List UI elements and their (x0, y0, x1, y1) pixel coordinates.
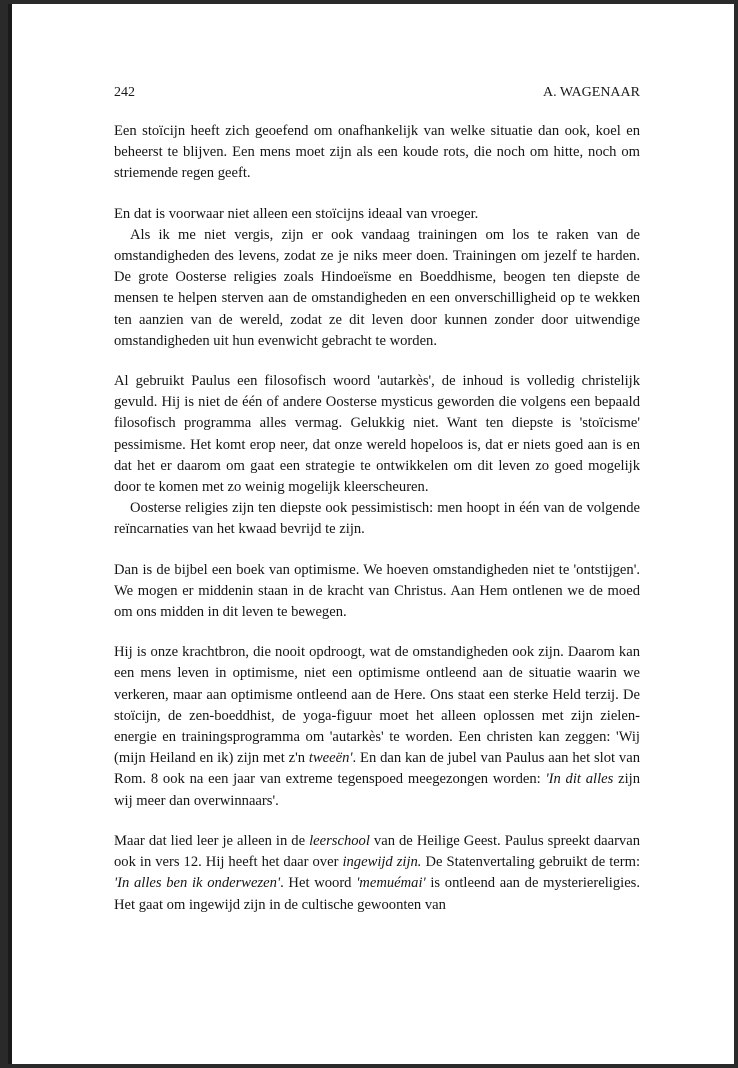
text-run: van de Heilige Geest. Paulus spreekt daarvan ook in vers 12. Hij heeft het daar over (114, 832, 640, 871)
paragraph: Oosterse religies zijn ten diepste ook pessimistisch: men hoopt in één van de volgende reïncarnaties van het kwaad bevrijd te zijn. (114, 500, 640, 538)
italic-run: 'In dit alles (545, 771, 614, 788)
text-run: De Statenvertaling gebruikt de term: (421, 854, 640, 871)
running-head: A. WAGENAAR (543, 85, 640, 100)
text-run: . En dan kan de jubel van Paulus aan het slot van Rom. 8 ook na een jaar van extreme tegenspoed meegezongen worden: (114, 750, 640, 788)
paragraph: Als ik me niet vergis, zijn er ook vandaag trainingen om los te raken van de omstandigheden des levens, zodat ze je niks meer doen. Trainingen om jezelf te harden. De grote Oosterse religies zoals Hindoeïsme en Boeddhisme, beogen ten diepste de mensen te helpen sterven aan de omstandigheden en een onverschilligheid op te wekken ten aanzien van de wereld, zodat ze dit leven door kunnen zonder door uitwendige omstandigheden uit hun evenwicht gebracht te worden. (114, 226, 640, 349)
italic-run: 'In alles ben ik onderwezen' (114, 875, 281, 892)
text-run: . Het woord (280, 875, 357, 892)
paragraph: En dat is voorwaar niet alleen een stoïcijns ideaal van vroeger. (114, 205, 479, 222)
text-run: is ontleend aan de mysteriereligies. Het gaat om ingewijd zijn in de cultische gewoonten van (114, 875, 641, 913)
italic-run: 'memuémai' (356, 875, 426, 892)
paragraph: Dan is de bijbel een boek van optimisme. We hoeven omstandigheden niet te 'ontstijgen'. We mogen er middenin staan in de kracht van Christus. Aan Hem ontlenen we de moed om ons midden in dit leven te bewegen. (114, 561, 640, 621)
italic-run: leerschool (309, 832, 370, 849)
text-run: Hij is onze krachtbron, die nooit opdroogt, wat de omstandigheden ook zijn. Daarom kan een mens leven in optimisme, niet een optimisme ontleend aan de situatie waarin we verkeren, maar aan optimisme ontleend aan de Here. Ons staat een sterke Held terzij. De stoïcijn, de zen-boeddhist, de yoga-figuur moet het alleen oplossen met zijn zielen-energie en trainingsprogramma om 'autarkès' te worden. Een christen kan zeggen: 'Wij (mijn Heiland en ik) zijn met z'n (114, 644, 640, 767)
paragraph (114, 642, 640, 812)
page-header (114, 84, 640, 102)
italic-run: tweeën' (308, 750, 353, 767)
paragraph: Een stoïcijn heeft zich geoefend om onafhankelijk van welke situatie dan ook, koel en beheerst te blijven. Een mens moet zijn als een koude rots, die noch om hitte, noch om striemende regen geeft. (114, 123, 640, 182)
text-run: zijn wij meer dan overwinnaars'. (114, 771, 640, 809)
italic-run: ingewijd zijn. (342, 854, 422, 871)
book-page (8, 4, 734, 1064)
page-number: 242 (114, 85, 135, 100)
paragraph: Al gebruikt Paulus een filosofisch woord 'autarkès', de inhoud is volledig christelijk gevuld. Hij is niet de één of andere Oosterse mysticus geworden die volgens een bepaald filosofisch programma alles vermag. Gelukkig niet. Want ten diepste is 'stoïcisme' pessimisme. Het komt erop neer, dat onze wereld hopeloos is, dat er niets goed aan is en dat het er daarom om gaat een strategie te ontwikkelen om dit leven zo goed mogelijk door te komen met zo weinig mogelijk kleerscheuren. (114, 373, 640, 496)
paragraph (114, 831, 640, 916)
text-run: Maar dat lied leer je alleen in de (114, 832, 310, 849)
body-text (114, 121, 640, 916)
